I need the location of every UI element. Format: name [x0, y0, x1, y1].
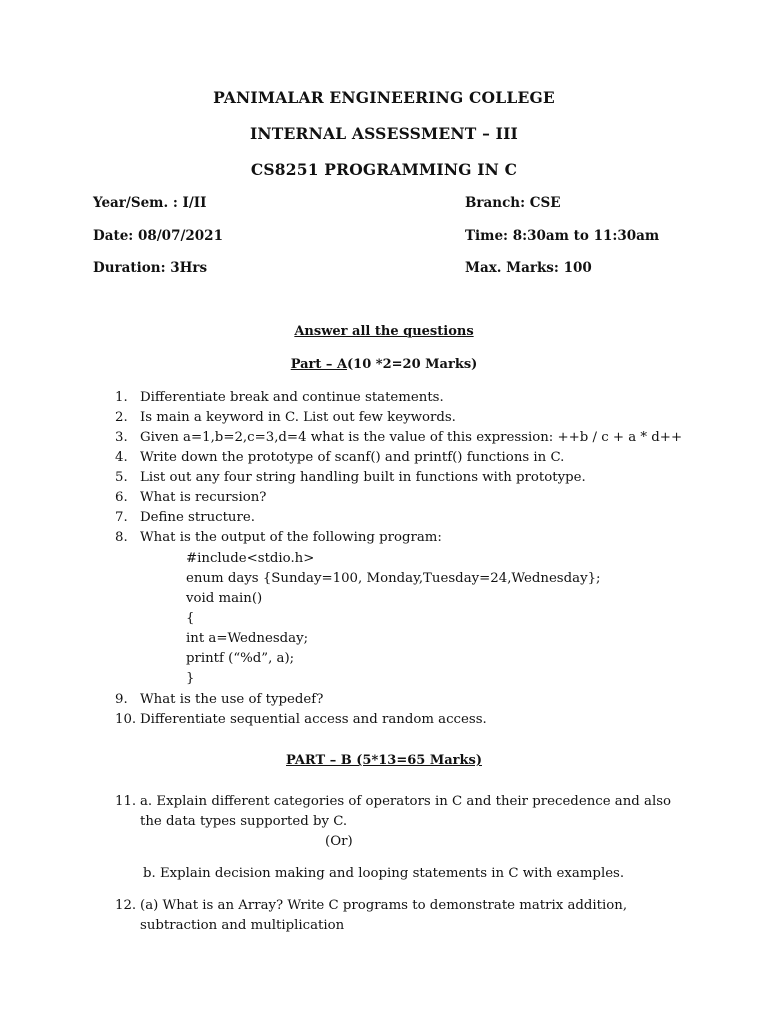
question-text: Given a=1,b=2,c=3,d=4 what is the value of this expression: ++b / c + a * d++	[140, 430, 683, 445]
question-number: 4.	[115, 450, 128, 465]
question-number: 2.	[115, 410, 128, 425]
code-line: #include<stdio.h>	[186, 551, 315, 566]
course-title: CS8251 PROGRAMMING IN C	[250, 160, 518, 179]
question-text: What is the output of the following program:	[140, 530, 442, 545]
question-text: What is recursion?	[140, 490, 267, 505]
max-marks: Max. Marks: 100	[465, 260, 592, 276]
part-b-heading: PART – B (5*13=65 Marks)	[286, 753, 482, 768]
q11-number: 11.	[115, 794, 137, 809]
q11a-line2: the data types supported by C.	[140, 814, 348, 829]
question-text: Is main a keyword in C. List out few keywords.	[140, 410, 456, 425]
q12-number: 12.	[115, 898, 137, 913]
instructions: Answer all the questions	[294, 324, 474, 339]
q11b: b. Explain decision making and looping statements in C with examples.	[143, 866, 625, 881]
part-a-heading: Part – A(10 *2=20 Marks)	[290, 357, 478, 372]
question-number: 8.	[115, 530, 128, 545]
question-text: Define structure.	[140, 510, 255, 525]
question-text: Write down the prototype of scanf() and printf() functions in C.	[140, 450, 565, 465]
college-name: PANIMALAR ENGINEERING COLLEGE	[213, 88, 555, 107]
code-line: void main()	[186, 591, 263, 606]
question-number: 10.	[115, 712, 137, 727]
exam-duration: Duration: 3Hrs	[93, 260, 208, 276]
code-line: printf (“%d”, a);	[186, 651, 295, 666]
code-line: {	[186, 611, 195, 626]
code-line: int a=Wednesday;	[186, 631, 309, 646]
q11a-line1: a. Explain different categories of operators in C and their precedence and also	[140, 794, 672, 809]
code-line: enum days {Sunday=100, Monday,Tuesday=24,Wednesday};	[186, 571, 601, 586]
question-number: 7.	[115, 510, 128, 525]
q12a-line2: subtraction and multiplication	[140, 918, 345, 933]
code-line: }	[186, 671, 195, 686]
question-number: 1.	[115, 390, 128, 405]
exam-title: INTERNAL ASSESSMENT – III	[249, 124, 519, 143]
exam-date: Date: 08/07/2021	[93, 228, 223, 244]
exam-time: Time: 8:30am to 11:30am	[465, 228, 660, 244]
question-text: List out any four string handling built in functions with prototype.	[140, 470, 586, 485]
question-number: 5.	[115, 470, 128, 485]
branch: Branch: CSE	[465, 195, 561, 211]
question-number: 6.	[115, 490, 128, 505]
question-text: Differentiate sequential access and random access.	[140, 712, 487, 727]
question-number: 3.	[115, 430, 128, 445]
or-separator: (Or)	[325, 834, 353, 849]
year-sem: Year/Sem. : I/II	[93, 195, 207, 211]
question-text: Differentiate break and continue statements.	[140, 390, 444, 405]
question-number: 9.	[115, 692, 128, 707]
question-text: What is the use of typedef?	[140, 692, 324, 707]
q12a-line1: (a) What is an Array? Write C programs to demonstrate matrix addition,	[140, 898, 628, 913]
